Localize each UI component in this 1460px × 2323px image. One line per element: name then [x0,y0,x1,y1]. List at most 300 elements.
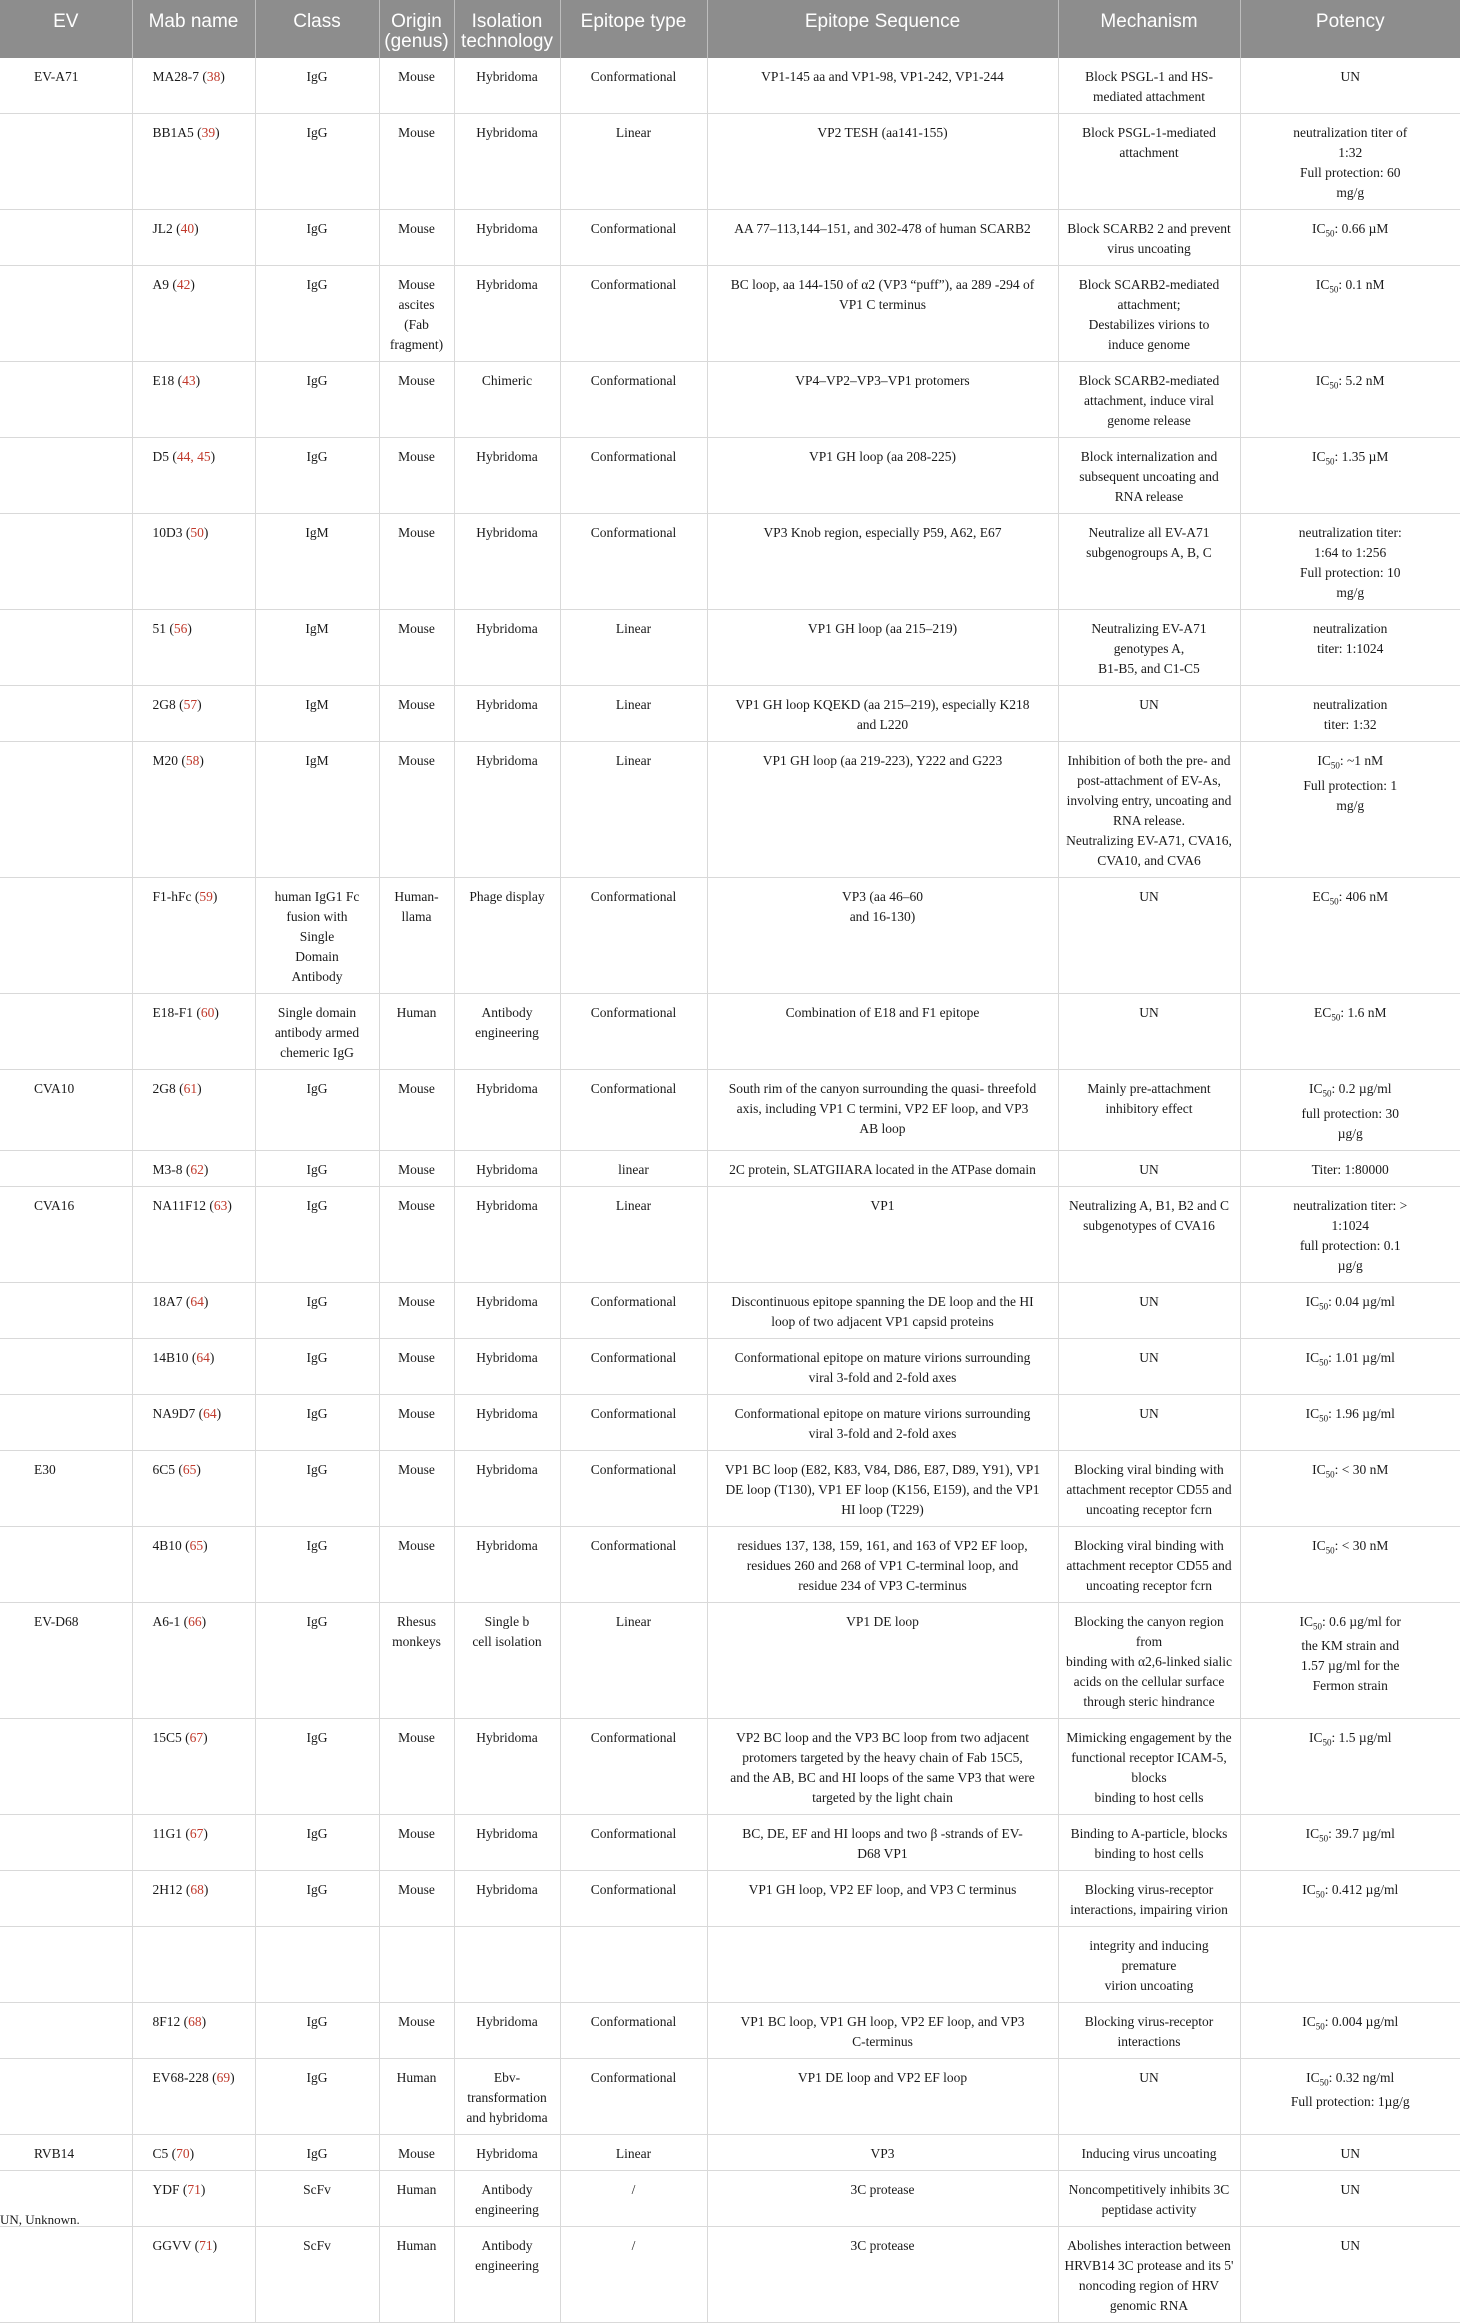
epitope-sequence-cell: VP2 BC loop and the VP3 BC loop from two adjacent protomers targeted by the heavy chain of Fab 15C5, and the AB, BC and HI loops of the same VP3 that were targeted by the light chain [707,1718,1058,1814]
isolation-cell: Hybridoma [454,514,560,610]
epitope-sequence-cell [707,1926,1058,2002]
mab-name-cell: JL2 (40) [132,210,255,266]
epitope-sequence-cell: Conformational epitope on mature virions surrounding viral 3-fold and 2-fold axes [707,1394,1058,1450]
reference-link[interactable]: 68 [188,2013,202,2029]
reference-link[interactable]: 42 [176,277,191,292]
reference-link[interactable]: 67 [189,1825,204,1841]
table-row [0,438,1460,514]
epitope-type-cell: Conformational [560,1338,707,1394]
class-cell: IgG [255,1526,379,1602]
origin-cell: Human [379,994,454,1070]
epitope-type-cell: Conformational [560,1718,707,1814]
isolation-cell: Antibody engineering [454,2170,560,2226]
isolation-cell: Hybridoma [454,1282,560,1338]
mechanism-cell: Blocking virus-receptor interactions [1058,2002,1240,2058]
reference-link[interactable]: 69 [216,2069,231,2085]
class-cell [255,1926,379,2002]
reference-link[interactable]: 40 [180,221,195,236]
ev-cell [0,438,132,514]
mab-name-cell: NA9D7 (64) [132,1394,255,1450]
reference-link[interactable]: 65 [189,1537,204,1553]
mab-name: YDF [152,2181,180,2197]
potency-cell: neutralization titer: 1:64 to 1:256 Full protection: 10 mg/g [1240,514,1460,610]
reference-link[interactable]: 44, 45 [176,449,211,464]
origin-cell: Mouse [379,1526,454,1602]
epitope-type-cell: Conformational [560,878,707,994]
reference-link[interactable]: 67 [189,1729,204,1745]
mab-name: NA11F12 [152,1197,207,1213]
mechanism-cell: Neutralizing EV-A71 genotypes A, B1-B5, and C1-C5 [1058,610,1240,686]
reference-link[interactable]: 43 [182,373,196,388]
origin-cell: Mouse [379,1282,454,1338]
epitope-type-cell: Conformational [560,2058,707,2134]
origin-cell: Mouse [379,2002,454,2058]
class-cell: IgG [255,438,379,514]
table-row [0,1814,1460,1870]
mab-name: A6-1 [152,1613,181,1629]
origin-cell: Mouse [379,210,454,266]
potency-cell: neutralization titer: > 1:1024 full protection: 0.1 µg/g [1240,1186,1460,1282]
class-cell: IgG [255,58,379,114]
potency-cell: $EC_{50}$: 406 nM [1240,878,1460,994]
epitope-sequence-cell: VP4–VP2–VP3–VP1 protomers [707,362,1058,438]
origin-cell: Mouse [379,114,454,210]
epitope-type-cell: Conformational [560,1450,707,1526]
potency-cell: UN [1240,2170,1460,2226]
mab-name: 15C5 [152,1729,182,1745]
epitope-sequence-cell: VP1 GH loop (aa 208-225) [707,438,1058,514]
class-cell: IgG [255,1870,379,1926]
mechanism-cell: Block SCARB2-mediated attachment, induce viral genome release [1058,362,1240,438]
epitope-sequence-cell: Conformational epitope on mature virions surrounding viral 3-fold and 2-fold axes [707,1338,1058,1394]
epitope-sequence-cell: AA 77–113,144–151, and 302-478 of human SCARB2 [707,210,1058,266]
potency-cell: UN [1240,2226,1460,2322]
ev-cell [0,210,132,266]
mab-name: EV68-228 [152,2069,209,2085]
ev-cell [0,1282,132,1338]
isolation-cell: Hybridoma [454,742,560,878]
epitope-sequence-cell: VP1 DE loop and VP2 EF loop [707,2058,1058,2134]
mechanism-cell: UN [1058,1150,1240,1186]
table-row [0,1926,1460,2002]
class-cell: IgM [255,514,379,610]
ev-cell [0,114,132,210]
isolation-cell: Hybridoma [454,2002,560,2058]
ev-cell [0,1338,132,1394]
header-mab-name: Mab name [132,0,255,58]
mab-name: 51 [152,621,166,636]
epitope-type-cell: Conformational [560,266,707,362]
ev-cell [0,1718,132,1814]
origin-cell: Mouse [379,1150,454,1186]
isolation-cell: Hybridoma [454,1394,560,1450]
reference-link[interactable]: 39 [201,125,216,140]
isolation-cell: Hybridoma [454,114,560,210]
potency-cell: UN [1240,2134,1460,2170]
reference-link[interactable]: 71 [199,2237,213,2253]
header-class: Class [255,0,379,58]
mab-name: E18 [152,373,175,388]
epitope-sequence-cell: VP1 GH loop KQEKD (aa 215–219), especially K218 and L220 [707,686,1058,742]
potency-cell: $EC_{50}$: 1.6 nM [1240,994,1460,1070]
epitope-sequence-cell: VP1 GH loop (aa 219-223), Y222 and G223 [707,742,1058,878]
table-row [0,1526,1460,1602]
potency-cell: $IC_{50}$: < 30 nM [1240,1526,1460,1602]
origin-cell: Mouse [379,1338,454,1394]
mechanism-cell: UN [1058,686,1240,742]
header-potency: Potency [1240,0,1460,58]
origin-cell: Mouse [379,514,454,610]
class-cell: IgG [255,1338,379,1394]
epitope-type-cell: Conformational [560,514,707,610]
origin-cell: Mouse [379,1070,454,1151]
mab-name-cell: 2G8 (61) [132,1070,255,1151]
epitope-sequence-cell: VP1 BC loop, VP1 GH loop, VP2 EF loop, and VP3 C-terminus [707,2002,1058,2058]
table-row [0,2226,1460,2322]
mab-name: 2G8 [152,1081,176,1096]
epitope-sequence-cell: VP3 [707,2134,1058,2170]
isolation-cell: Ebv- transformation and hybridoma [454,2058,560,2134]
table-row [0,1870,1460,1926]
mab-name-cell: 51 (56) [132,610,255,686]
mechanism-cell: UN [1058,1338,1240,1394]
ev-cell [0,610,132,686]
ev-cell [0,1926,132,2002]
mab-name: 8F12 [152,2013,181,2029]
reference-link[interactable]: 63 [213,1197,228,1213]
mab-name: 10D3 [152,525,183,540]
mechanism-cell: UN [1058,878,1240,994]
mab-name-cell: MA28-7 (38) [132,58,255,114]
mechanism-cell: Inducing virus uncoating [1058,2134,1240,2170]
class-cell: IgG [255,1814,379,1870]
isolation-cell: Antibody engineering [454,2226,560,2322]
mab-name-cell: 2H12 (68) [132,1870,255,1926]
ev-cell [0,266,132,362]
epitope-type-cell [560,1926,707,2002]
isolation-cell: Antibody engineering [454,994,560,1070]
epitope-type-cell: Conformational [560,994,707,1070]
mab-name-cell: M20 (58) [132,742,255,878]
class-cell: IgG [255,1718,379,1814]
origin-cell: Rhesus monkeys [379,1602,454,1718]
mab-name: M3-8 [152,1161,183,1177]
header-origin: Origin (genus) [379,0,454,58]
header-mechanism: Mechanism [1058,0,1240,58]
origin-cell: Mouse [379,1870,454,1926]
mechanism-cell: Blocking viral binding with attachment receptor CD55 and uncoating receptor fcrn [1058,1450,1240,1526]
ev-cell [0,2226,132,2322]
origin-cell: Mouse [379,1186,454,1282]
mab-name-cell: 4B10 (65) [132,1526,255,1602]
ev-cell: EV-D68 [0,1602,132,1718]
epitope-type-cell: / [560,2170,707,2226]
table-row [0,1070,1460,1151]
reference-link[interactable]: 38 [206,69,221,84]
isolation-cell: Hybridoma [454,1338,560,1394]
origin-cell [379,1926,454,2002]
epitope-sequence-cell: VP1 BC loop (E82, K83, V84, D86, E87, D89, Y91), VP1 DE loop (T130), VP1 EF loop (K156, E159), and the VP1 HI loop (T229) [707,1450,1058,1526]
mechanism-cell: UN [1058,2058,1240,2134]
mab-name-cell: 10D3 (50) [132,514,255,610]
origin-cell: Human [379,2058,454,2134]
mab-name-cell: EV68-228 (69) [132,2058,255,2134]
mechanism-cell: UN [1058,994,1240,1070]
potency-cell: $IC_{50}$: 0.412 µg/ml [1240,1870,1460,1926]
table-row [0,2170,1460,2226]
potency-cell: $IC_{50}$: 0.2 µg/ml full protection: 30 µg/g [1240,1070,1460,1151]
epitope-type-cell: Linear [560,1186,707,1282]
mechanism-cell: Block PSGL-1 and HS- mediated attachment [1058,58,1240,114]
header-isolation: Isolation technology [454,0,560,58]
mab-name-cell: 8F12 (68) [132,2002,255,2058]
class-cell: IgG [255,266,379,362]
isolation-cell: Hybridoma [454,1870,560,1926]
mab-name-cell: 18A7 (64) [132,1282,255,1338]
mab-name: JL2 [152,221,173,236]
origin-cell: Mouse [379,686,454,742]
mab-name-cell: 15C5 (67) [132,1718,255,1814]
mechanism-cell: Neutralize all EV-A71 subgenogroups A, B, C [1058,514,1240,610]
table-row [0,610,1460,686]
mab-name-cell: YDF (71) [132,2170,255,2226]
epitope-sequence-cell: 3C protease [707,2226,1058,2322]
origin-cell: Human [379,2170,454,2226]
reference-link[interactable]: 64 [203,1405,217,1421]
mab-name: A9 [152,277,169,292]
mechanism-cell: UN [1058,1394,1240,1450]
epitope-sequence-cell: 3C protease [707,2170,1058,2226]
mechanism-cell: Mimicking engagement by the functional receptor ICAM-5, blocks binding to host cells [1058,1718,1240,1814]
class-cell: IgM [255,610,379,686]
isolation-cell: Hybridoma [454,210,560,266]
class-cell: IgG [255,1150,379,1186]
potency-cell: $IC_{50}$: < 30 nM [1240,1450,1460,1526]
isolation-cell: Hybridoma [454,1186,560,1282]
table-row [0,1150,1460,1186]
class-cell: IgM [255,742,379,878]
epitope-type-cell: Conformational [560,1282,707,1338]
ev-cell: RVB14 [0,2134,132,2170]
epitope-type-cell: Linear [560,610,707,686]
isolation-cell: Hybridoma [454,686,560,742]
ev-cell [0,514,132,610]
table-footnote: UN, Unknown. [0,2212,80,2227]
epitope-sequence-cell: VP1-145 aa and VP1-98, VP1-242, VP1-244 [707,58,1058,114]
isolation-cell: Phage display [454,878,560,994]
epitope-type-cell: / [560,2226,707,2322]
mab-name-cell: A6-1 (66) [132,1602,255,1718]
table-row [0,266,1460,362]
reference-link[interactable]: 68 [190,1881,204,1897]
class-cell: IgG [255,1282,379,1338]
mab-name: 6C5 [152,1461,176,1477]
epitope-sequence-cell: residues 137, 138, 159, 161, and 163 of VP2 EF loop, residues 260 and 268 of VP1 C-terminal loop, and residue 234 of VP3 C-terminus [707,1526,1058,1602]
mab-name: 2G8 [152,697,176,712]
isolation-cell: Hybridoma [454,1450,560,1526]
mab-name-cell: NA11F12 (63) [132,1186,255,1282]
table-row [0,1602,1460,1718]
table-row [0,1282,1460,1338]
reference-link[interactable]: 57 [183,697,198,712]
ev-cell [0,994,132,1070]
ev-cell [0,1814,132,1870]
reference-link[interactable]: 65 [182,1461,197,1477]
class-cell: IgG [255,210,379,266]
ev-cell [0,686,132,742]
epitope-sequence-cell: VP1 GH loop, VP2 EF loop, and VP3 C terminus [707,1870,1058,1926]
ev-cell [0,878,132,994]
origin-cell: Mouse [379,438,454,514]
potency-cell [1240,1926,1460,2002]
mab-name: GGVV [152,2237,192,2253]
isolation-cell: Hybridoma [454,1150,560,1186]
reference-link[interactable]: 56 [173,621,188,636]
epitope-type-cell: linear [560,1150,707,1186]
mechanism-cell: Blocking viral binding with attachment receptor CD55 and uncoating receptor fcrn [1058,1526,1240,1602]
ev-cell [0,1150,132,1186]
potency-cell: $IC_{50}$: 5.2 nM [1240,362,1460,438]
epitope-sequence-cell: Discontinuous epitope spanning the DE loop and the HI loop of two adjacent VP1 capsid proteins [707,1282,1058,1338]
ev-cell: CVA16 [0,1186,132,1282]
origin-cell: Human- llama [379,878,454,994]
class-cell: IgG [255,1186,379,1282]
potency-cell: $IC_{50}$: 1.35 µM [1240,438,1460,514]
epitope-type-cell: Conformational [560,1070,707,1151]
epitope-type-cell: Conformational [560,2002,707,2058]
epitope-sequence-cell: South rim of the canyon surrounding the quasi- threefold axis, including VP1 C termini, VP2 EF loop, and VP3 AB loop [707,1070,1058,1151]
header-ev: EV [0,0,132,58]
isolation-cell: Hybridoma [454,1814,560,1870]
reference-link[interactable]: 50 [190,525,204,540]
epitope-type-cell: Conformational [560,1870,707,1926]
reference-link[interactable]: 60 [200,1005,215,1020]
isolation-cell: Hybridoma [454,438,560,514]
class-cell: IgG [255,2058,379,2134]
mab-name-cell: 14B10 (64) [132,1338,255,1394]
epitope-sequence-cell: VP1 [707,1186,1058,1282]
epitope-type-cell: Linear [560,686,707,742]
epitope-sequence-cell: VP2 TESH (aa141-155) [707,114,1058,210]
class-cell: IgG [255,2134,379,2170]
class-cell: ScFv [255,2170,379,2226]
mab-name-cell: 6C5 (65) [132,1450,255,1526]
mab-name: NA9D7 [152,1405,196,1421]
table-row [0,2002,1460,2058]
table-row [0,210,1460,266]
mechanism-cell: Blocking virus-receptor interactions, impairing virion [1058,1870,1240,1926]
table-row [0,114,1460,210]
epitope-sequence-cell: 2C protein, SLATGIIARA located in the ATPase domain [707,1150,1058,1186]
mab-name-cell: M3-8 (62) [132,1150,255,1186]
mab-name-cell: C5 (70) [132,2134,255,2170]
potency-cell: $IC_{50}$: 1.01 µg/ml [1240,1338,1460,1394]
potency-cell: neutralization titer: 1:1024 [1240,610,1460,686]
isolation-cell: Hybridoma [454,1070,560,1151]
mab-name: 14B10 [152,1349,189,1365]
table-row [0,1450,1460,1526]
mab-name: 4B10 [152,1537,182,1553]
epitope-type-cell: Conformational [560,1814,707,1870]
ev-cell: EV-A71 [0,58,132,114]
epitope-type-cell: Linear [560,1602,707,1718]
header-epitope-type: Epitope type [560,0,707,58]
mab-name: MA28-7 [152,69,199,84]
reference-link[interactable]: 70 [176,2145,190,2161]
isolation-cell: Single b cell isolation [454,1602,560,1718]
mab-name: C5 [152,2145,169,2161]
potency-cell: $IC_{50}$: 1.5 µg/ml [1240,1718,1460,1814]
ev-cell: CVA10 [0,1070,132,1151]
mab-name-cell: F1-hFc (59) [132,878,255,994]
table-row [0,362,1460,438]
mechanism-cell: Block internalization and subsequent uncoating and RNA release [1058,438,1240,514]
class-cell: IgG [255,1070,379,1151]
origin-cell: Mouse [379,610,454,686]
origin-cell: Mouse [379,1814,454,1870]
table-row [0,1394,1460,1450]
mab-name: 2H12 [152,1881,183,1897]
table-row [0,1718,1460,1814]
table-body [0,58,1460,2322]
reference-link[interactable]: 58 [185,753,200,768]
mechanism-cell: UN [1058,1282,1240,1338]
potency-cell: $IC_{50}$: 0.6 µg/ml for the KM strain and 1.57 µg/ml for the Fermon strain [1240,1602,1460,1718]
epitope-type-cell: Conformational [560,1526,707,1602]
isolation-cell [454,1926,560,2002]
reference-link[interactable]: 62 [190,1161,204,1177]
epitope-type-cell: Conformational [560,362,707,438]
reference-link[interactable]: 59 [199,889,213,904]
reference-link[interactable]: 64 [190,1293,204,1309]
ev-cell [0,2058,132,2134]
epitope-type-cell: Conformational [560,438,707,514]
reference-link[interactable]: 71 [187,2181,201,2197]
reference-link[interactable]: 61 [183,1081,198,1096]
table-row [0,58,1460,114]
mechanism-cell: Inhibition of both the pre- and post-attachment of EV-As, involving entry, uncoating and RNA release. Neutralizing EV-A71, CVA16, CVA10, and CVA6 [1058,742,1240,878]
origin-cell: Mouse [379,1718,454,1814]
mab-name: D5 [152,449,169,464]
isolation-cell: Hybridoma [454,2134,560,2170]
mechanism-cell: Block PSGL-1-mediated attachment [1058,114,1240,210]
mab-name-cell: 11G1 (67) [132,1814,255,1870]
table-row [0,2058,1460,2134]
origin-cell: Mouse [379,1394,454,1450]
potency-cell: $IC_{50}$: 0.66 µM [1240,210,1460,266]
class-cell: IgG [255,362,379,438]
table-header [0,0,1460,58]
table-row [0,994,1460,1070]
mechanism-cell: Mainly pre-attachment inhibitory effect [1058,1070,1240,1151]
ev-cell [0,1394,132,1450]
table-row [0,742,1460,878]
mechanism-cell: Blocking the canyon region from binding with α2,6-linked sialic acids on the cellular surface through steric hindrance [1058,1602,1240,1718]
mab-name-cell: A9 (42) [132,266,255,362]
reference-link[interactable]: 64 [196,1349,210,1365]
origin-cell: Mouse [379,1450,454,1526]
class-cell: Single domain antibody armed chemeric IgG [255,994,379,1070]
class-cell: IgG [255,1394,379,1450]
mechanism-cell: integrity and inducing premature virion uncoating [1058,1926,1240,2002]
mechanism-cell: Binding to A-particle, blocks binding to host cells [1058,1814,1240,1870]
reference-link[interactable]: 66 [188,1613,202,1629]
ev-cell [0,742,132,878]
ev-cell [0,1870,132,1926]
ev-cell [0,362,132,438]
potency-cell: $IC_{50}$: ~1 nM Full protection: 1 mg/g [1240,742,1460,878]
potency-cell: $IC_{50}$: 39.7 µg/ml [1240,1814,1460,1870]
